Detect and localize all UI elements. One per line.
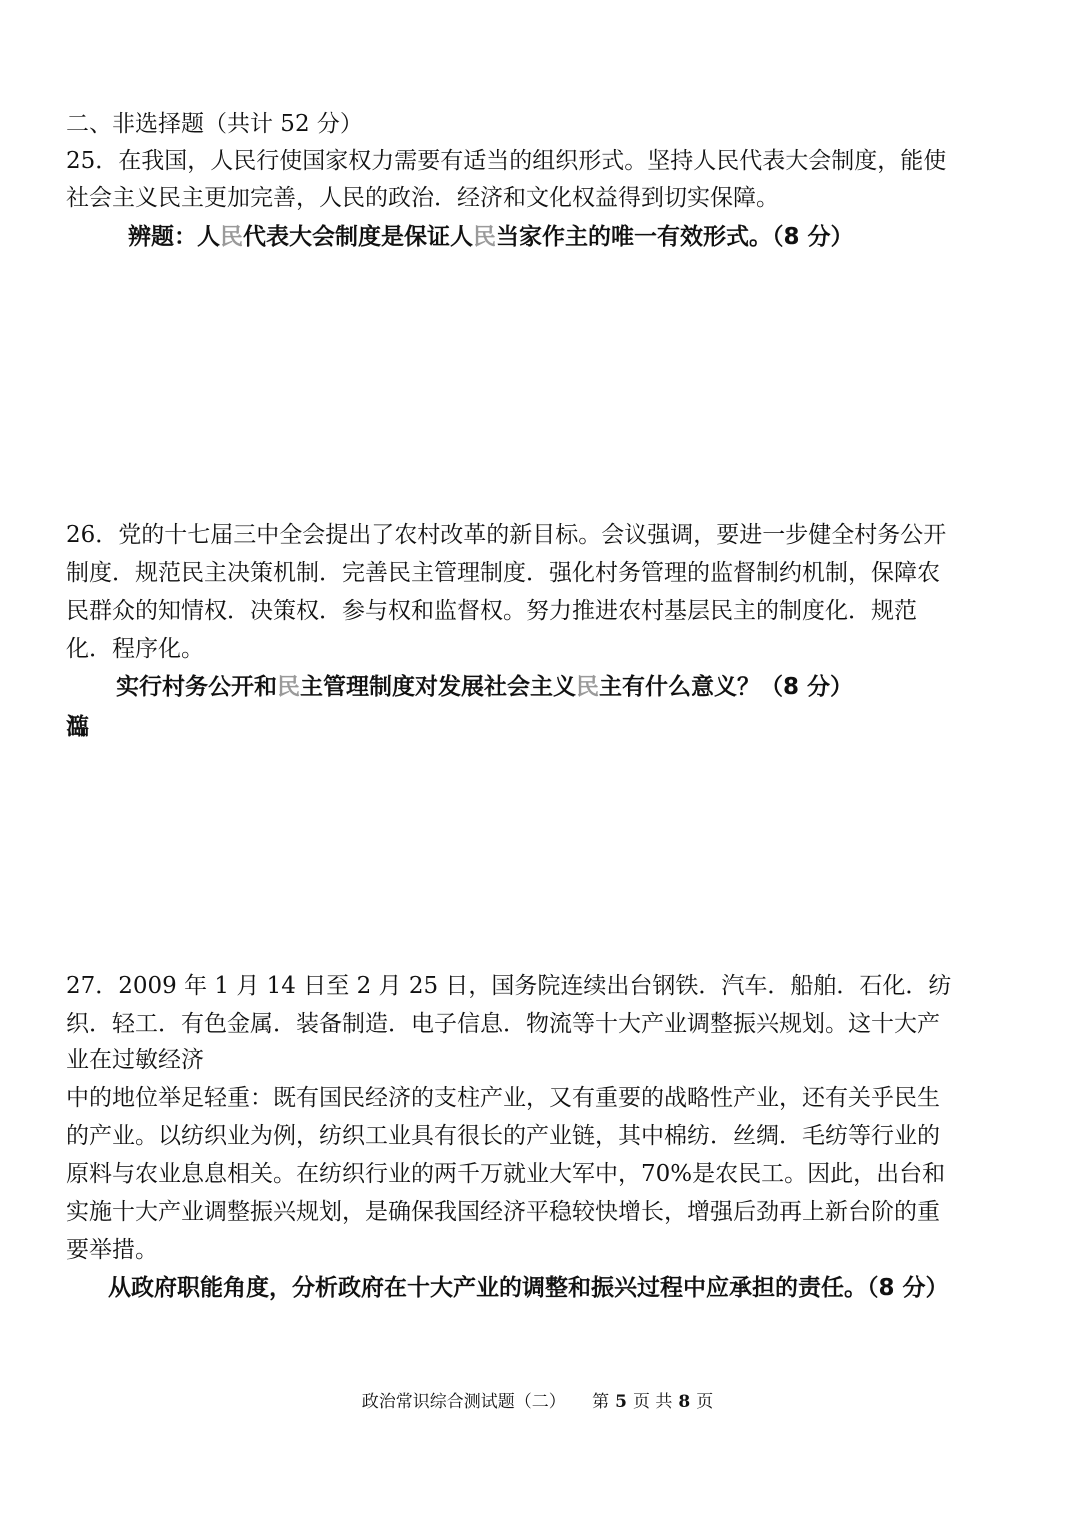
q26-prompt-part-d: 民: [576, 674, 599, 700]
q27-line-4: 中的地位举足轻重：既有国民经济的支柱产业，又有重要的战略性产业，还有关乎民生: [66, 1085, 940, 1111]
footer-page-prefix: 第: [592, 1392, 610, 1412]
q25-line-2: 社会主义民主更加完善，人民的政治．经济和文化权益得到切实保障。: [66, 185, 779, 211]
section-title: 二、非选择题（共计 52 分）: [66, 111, 363, 137]
page-footer: [0, 1390, 1075, 1414]
q27-line-3: 业在过敏经济: [66, 1047, 204, 1073]
q26-prompt-part-a: 实行村务公开和: [116, 674, 277, 700]
q25-line-1: 25．在我国，人民行使国家权力需要有适当的组织形式。坚持人民代表大会制度，能使: [66, 148, 947, 174]
q25-prompt-part-b: 民: [220, 224, 243, 250]
q25-prompt-part-a: 辨题：人: [128, 224, 220, 250]
q25-prompt-part-c: 代表大会制度是保证人: [243, 224, 473, 250]
q27-line-8: 要举措。: [66, 1237, 158, 1263]
q26-line-2: 制度．规范民主决策机制．完善民主管理制度．强化村务管理的监督制约机制，保障农: [66, 560, 940, 586]
footer-page-total: 8: [678, 1392, 691, 1412]
q26-prompt-part-b: 民: [277, 674, 300, 700]
q26-prompt-part-e: 主有什么意义？（8 分）: [599, 674, 854, 700]
footer-title: 政治常识综合测试题（二）: [361, 1392, 566, 1412]
q26-stray-char: 瀶: [66, 714, 89, 740]
q27-prompt: 从政府职能角度，分析政府在十大产业的调整和振兴过程中应承担的责任。（8 分）: [108, 1275, 949, 1301]
q26-prompt: [116, 670, 853, 704]
q26-line-4: 化．程序化。: [66, 636, 204, 662]
q25-prompt: [128, 220, 854, 254]
q26-line-3: 民群众的知情权．决策权．参与权和监督权。努力推进农村基层民主的制度化．规范: [66, 598, 917, 624]
footer-page-number: 5: [615, 1392, 627, 1412]
q27-line-2: 织．轻工．有色金属．装备制造．电子信息．物流等十大产业调整振兴规划。这十大产: [66, 1011, 940, 1037]
q26-line-1: 26．党的十七届三中全会提出了农村改革的新目标。会议强调，要进一步健全村务公开: [66, 522, 947, 548]
q25-prompt-part-e: 当家作主的唯一有效形式。（8 分）: [496, 224, 854, 250]
q27-line-5: 的产业。以纺织业为例，纺织工业具有很长的产业链，其中棉纺．丝绸．毛纺等行业的: [66, 1123, 940, 1149]
footer-page-mid: 页 共: [633, 1392, 673, 1412]
footer-page-suffix: 页: [696, 1392, 714, 1412]
q27-line-7: 实施十大产业调整振兴规划，是确保我国经济平稳较快增长，增强后劲再上新台阶的重: [66, 1199, 940, 1225]
q27-line-1: 27．2009 年 1 月 14 日至 2 月 25 日，国务院连续出台钢铁．汽车．船舶．石化．纺: [66, 973, 952, 999]
q25-prompt-part-d: 民: [473, 224, 496, 250]
q26-prompt-part-c: 主管理制度对发展社会主义: [300, 674, 576, 700]
q27-line-6: 原料与农业息息相关。在纺织行业的两千万就业大军中，70%是农民工。因此，出台和: [66, 1161, 946, 1187]
